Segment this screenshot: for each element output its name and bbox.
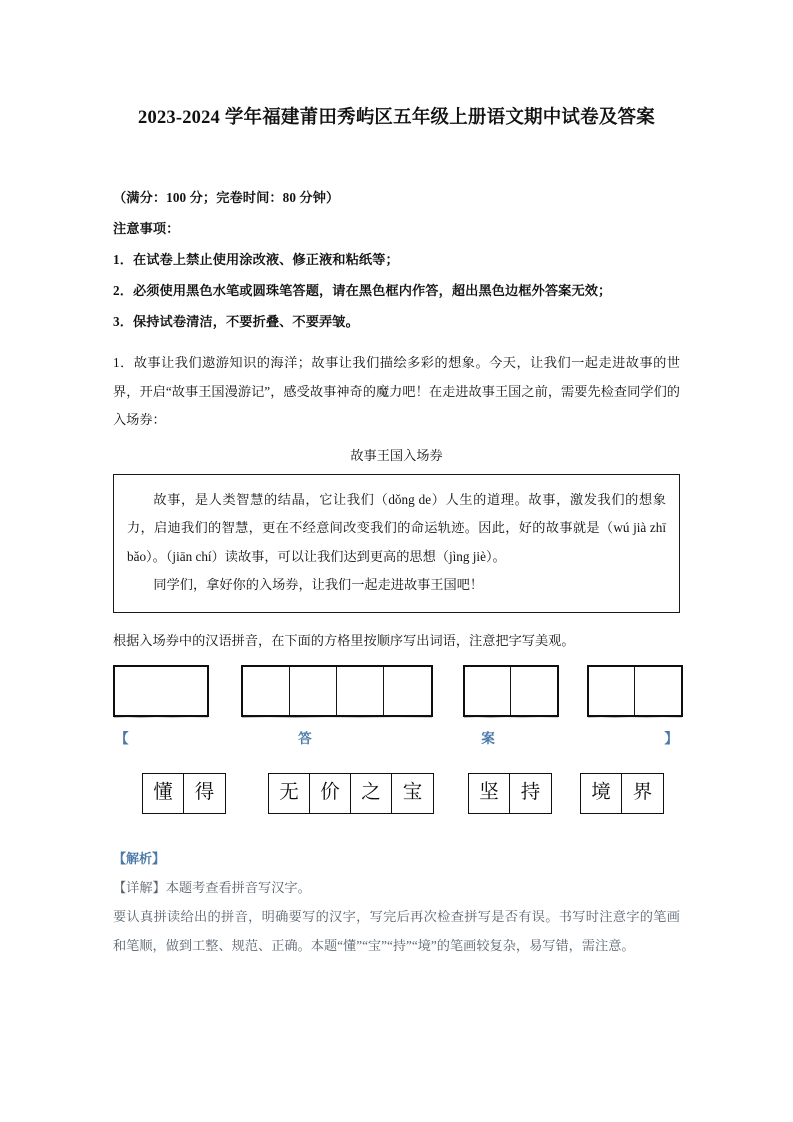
answer-char: 境 <box>581 774 622 813</box>
writing-cell[interactable] <box>290 667 337 715</box>
answer-label-row <box>113 725 680 753</box>
question-1 <box>113 349 680 469</box>
writing-cell[interactable] <box>384 667 431 715</box>
ticket-caption: 故事王国入场券 <box>350 447 443 463</box>
analysis-detail-lead: 【详解】本题考查看拼音写汉字。 <box>113 879 311 895</box>
notice-heading: 注意事项： <box>113 221 180 236</box>
page-content <box>113 0 680 960</box>
answer-label-char-1: 答 <box>298 730 312 746</box>
answer-char: 价 <box>310 774 351 813</box>
answer-char: 无 <box>269 774 310 813</box>
grid-instruction: 根据入场券中的汉语拼音，在下面的方格里按顺序写出词语，注意把字写美观。 <box>113 632 575 648</box>
answer-grid-1 <box>142 773 226 814</box>
writing-grid-4[interactable] <box>587 665 683 717</box>
notice-item-2: 2．必须使用黑色水笔或圆珠笔答题，请在黑色框内作答，超出黑色边框外答案无效； <box>113 283 612 298</box>
writing-cell[interactable] <box>635 667 681 715</box>
answer-char: 之 <box>351 774 392 813</box>
answer-grid-row <box>113 773 680 819</box>
answer-label-char-2: 案 <box>481 730 495 746</box>
answer-char: 界 <box>632 782 653 804</box>
question-1-text: 1．故事让我们遨游知识的海洋；故事让我们描绘多彩的想象。今天，让我们一起走进故事的世界，开启“故事王国漫游记”，感受故事神奇的魔力吧！在走进故事王国之前，需要先检查同学们的入场券： <box>113 355 680 427</box>
notice-item-3: 3．保持试卷清洁，不要折叠、不要弄皱。 <box>113 314 359 329</box>
writing-cell[interactable] <box>589 667 635 715</box>
answer-bracket-open: 【 <box>115 730 129 746</box>
writing-grid-1[interactable] <box>113 665 209 717</box>
writing-cell[interactable] <box>337 667 384 715</box>
answer-char: 得 <box>194 782 215 804</box>
score-time-line: （满分：100 分；完卷时间：80 分钟） <box>113 190 340 205</box>
writing-cell[interactable] <box>511 667 557 715</box>
passage-paragraph-2: 同学们，拿好你的入场券，让我们一起走进故事王国吧！ <box>153 577 484 592</box>
answer-char: 坚 <box>469 774 510 813</box>
answer-char: 懂 <box>143 774 184 813</box>
writing-grid-2[interactable] <box>241 665 433 717</box>
answer-bracket-close: 】 <box>664 730 678 746</box>
answer-grid-2 <box>268 773 434 814</box>
answer-char: 持 <box>520 782 541 804</box>
writing-cell[interactable] <box>465 667 511 715</box>
exam-notice-block <box>113 182 680 337</box>
notice-item-1: 1．在试卷上禁止使用涂改液、修正液和粘纸等； <box>113 252 399 267</box>
analysis-body: 要认真拼读给出的拼音，明确要写的汉字，写完后再次检查拼写是否有误。书写时注意字的笔画和笔顺，做到工整、规范、正确。本题“懂”“宝”“持”“境”的笔画较复杂，易写错，需注意。 <box>113 908 680 953</box>
answer-grid-3 <box>468 773 552 814</box>
page-title: 2023-2024 学年福建莆田秀屿区五年级上册语文期中试卷及答案 <box>138 108 655 128</box>
writing-grid-row <box>113 663 680 719</box>
writing-cell[interactable] <box>243 667 290 715</box>
analysis-block <box>113 845 680 960</box>
answer-grid-4 <box>580 773 664 814</box>
passage-paragraph-1: 故事，是人类智慧的结晶，它让我们（dǒng de）人生的道理。故事，激发我们的想象力，启迪我们的智慧，更在不经意间改变我们的命运轨迹。因此，好的故事就是（wú jià zhī bǎo）。（jiān chí）读故事，可以让我们达到更高的思想（jìng jiè）。 <box>127 491 666 564</box>
passage-box <box>113 474 680 613</box>
writing-cell[interactable] <box>115 667 207 715</box>
analysis-tag: 【解析】 <box>113 850 166 866</box>
writing-grid-3[interactable] <box>463 665 559 717</box>
answer-char: 宝 <box>402 782 423 804</box>
